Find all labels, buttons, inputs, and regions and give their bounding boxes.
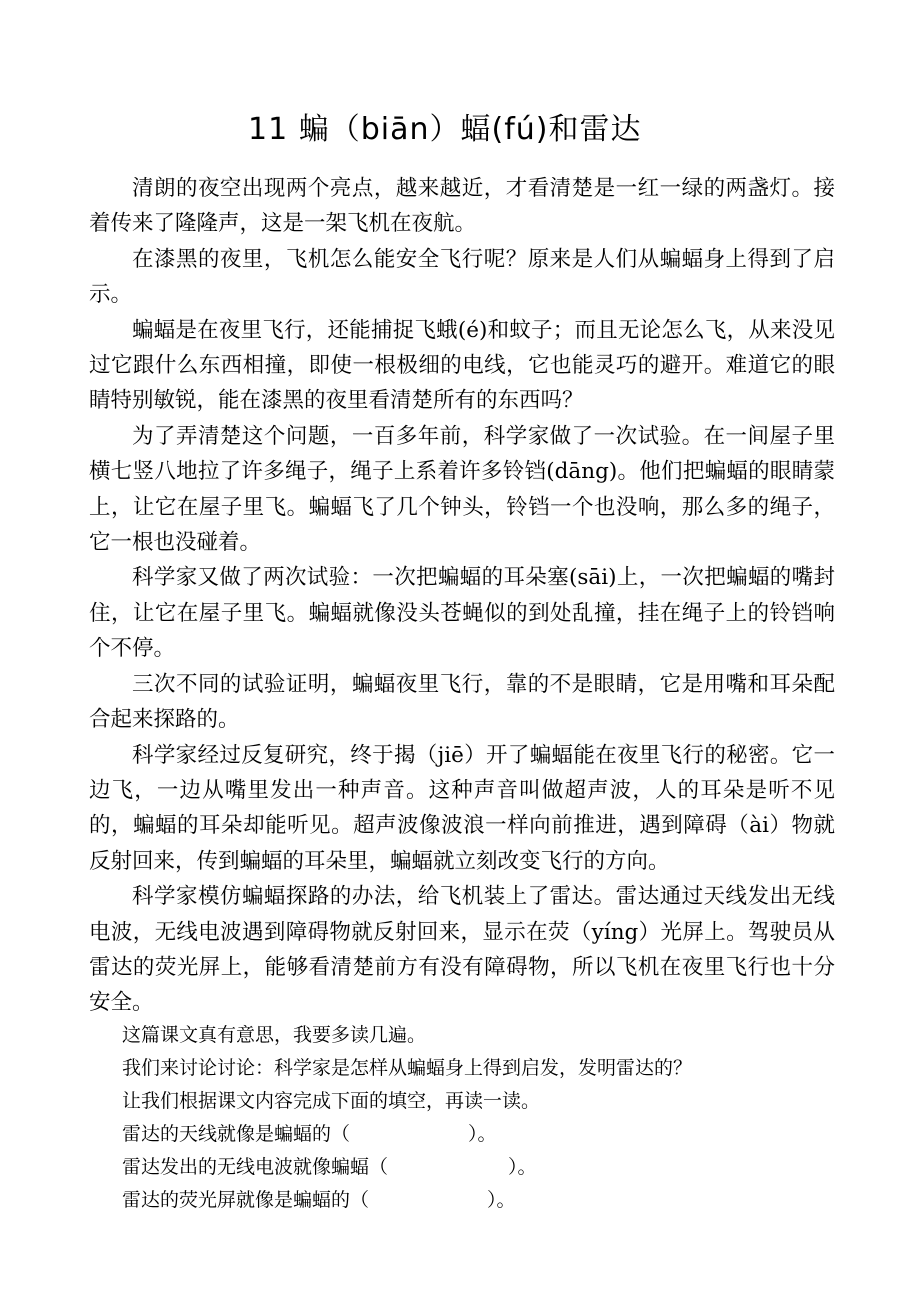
fill-blank-prefix: 雷达的荧光屏就像是蝙蝠的（	[122, 1189, 370, 1211]
fill-blank-prefix: 雷达的天线就像是蝙蝠的（	[122, 1123, 351, 1145]
paragraph: 蝙蝠是在夜里飞行，还能捕捉飞蛾(é)和蚊子；而且无论怎么飞，从来没见过它跟什么东西相撞，即使一根极细的电线，它也能灵巧的避开。难道它的眼睛特别敏锐，能在漆黑的夜里看清楚所有的东西吗？	[89, 317, 835, 414]
lesson-body	[89, 171, 835, 1021]
activity-section	[122, 1019, 842, 1217]
paragraph: 科学家又做了两次试验：一次把蝙蝠的耳朵塞(sāi)上，一次把蝙蝠的嘴封住，让它在屋子里飞。蝙蝠就像没头苍蝇似的到处乱撞，挂在绳子上的铃铛响个不停。	[89, 565, 835, 662]
paragraph: 在漆黑的夜里，飞机怎么能安全飞行呢？原来是人们从蝙蝠身上得到了启示。	[89, 246, 835, 308]
fill-blank-item	[122, 1184, 842, 1217]
fill-blank-suffix: ）。	[468, 1123, 497, 1145]
paragraph: 科学家经过反复研究，终于揭（jiē）开了蝙蝠能在夜里飞行的秘密。它一边飞，一边从嘴里发出一种声音。这种声音叫做超声波，人的耳朵是听不见的，蝙蝠的耳朵却能听见。超声波像波浪一样向前推进，遇到障碍（ài）物就反射回来，传到蝙蝠的耳朵里，蝙蝠就立刻改变飞行的方向。	[89, 742, 835, 874]
fill-blank-suffix: ）。	[508, 1156, 537, 1178]
fill-blank-item	[122, 1118, 842, 1151]
fill-blank-prefix: 雷达发出的无线电波就像蝙蝠（	[122, 1156, 389, 1178]
paragraph: 三次不同的试验证明，蝙蝠夜里飞行，靠的不是眼睛，它是用嘴和耳朵配合起来探路的。	[89, 671, 835, 733]
paragraph: 为了弄清楚这个问题，一百多年前，科学家做了一次试验。在一间屋子里横七竖八地拉了许多绳子，绳子上系着许多铃铛(dāng)。他们把蝙蝠的眼睛蒙上，让它在屋子里飞。蝙蝠飞了几个钟头，铃铛一个也没响，那么多的绳子，它一根也没碰着。	[89, 423, 835, 556]
activity-note: 这篇课文真有意思，我要多读几遍。	[122, 1024, 427, 1046]
paragraph: 清朗的夜空出现两个亮点，越来越近，才看清楚是一红一绿的两盏灯。接着传来了隆隆声，这是一架飞机在夜航。	[89, 176, 835, 237]
paragraph: 科学家模仿蝙蝠探路的办法，给飞机装上了雷达。雷达通过天线发出无线电波，无线电波遇到障碍物就反射回来，显示在荧（yíng）光屏上。驾驶员从雷达的荧光屏上，能够看清楚前方有没有障碍物，所以飞机在夜里飞行也十分安全。	[89, 884, 835, 1016]
fill-blank-suffix: ）。	[487, 1189, 516, 1211]
discussion-question: 我们来讨论讨论：科学家是怎样从蝙蝠身上得到启发，发明雷达的？	[122, 1057, 693, 1079]
fill-instruction: 让我们根据课文内容完成下面的填空，再读一读。	[122, 1090, 541, 1112]
fill-blank-item	[122, 1151, 842, 1184]
lesson-title: 11 蝙（biān）蝠(fú)和雷达	[248, 112, 642, 147]
